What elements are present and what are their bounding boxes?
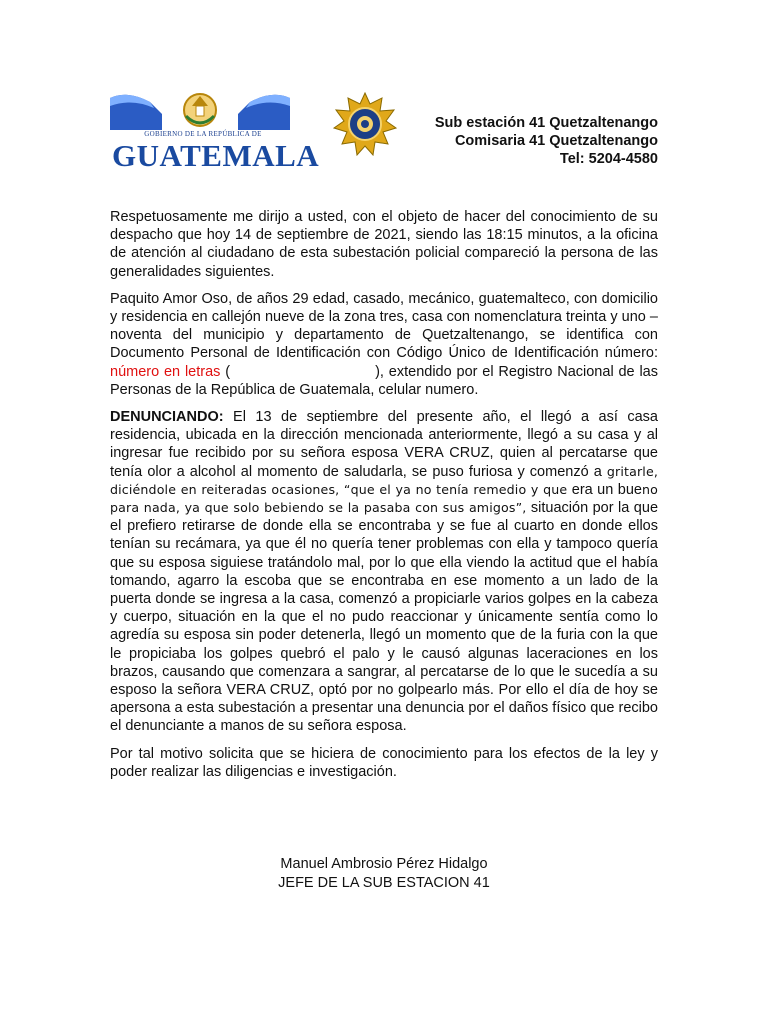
station-name: Sub estación 41 Quetzaltenango (434, 115, 658, 131)
id-number-placeholder: número en letras (110, 363, 221, 380)
identification-text-end: ( ), extendido por el Registro Nacional de las Personas de la República de Guatemala, celular numero. (110, 363, 663, 398)
paragraph-complaint (110, 408, 658, 736)
police-badge (333, 92, 397, 156)
station-phone: Tel: 5204-4580 (559, 151, 658, 167)
letterhead (0, 0, 768, 200)
complaint-quote-1: gritarle, diciéndole en reiteradas ocasiones, “que el ya no tenía remedio y que (110, 463, 658, 497)
police-badge-icon (333, 92, 397, 156)
logo-guatemala-text: GUATEMALA (112, 138, 320, 173)
signer-title: JEFE DE LA SUB ESTACION 41 (278, 874, 490, 891)
station-info (435, 114, 658, 168)
paragraph-identification (110, 290, 663, 399)
complaint-quote-2: no para nada, ya que solo bebiendo se la pasaba con sus amigos”, (110, 481, 658, 516)
station-commissariat: Comisaria 41 Quetzaltenango (454, 133, 658, 149)
logo-gobierno-text: GOBIERNO DE LA REPÚBLICA DE (144, 130, 262, 138)
complaint-text-b: era un bue (567, 481, 642, 498)
paragraph-intro: Respetuosamente me dirijo a usted, con el objeto de hacer del conocimiento de su despacho que hoy 14 de septiembre de 2021, siendo las 18:15 minutos, a la oficina de atención al ciudadano de esta subestación policial compareció la persona de las generalidades siguientes. (110, 209, 658, 280)
paragraph-request: Por tal motivo solicita que se hiciera de conocimiento para los efectos de la ley y poder realizar las diligencias e investigación. (110, 745, 658, 780)
letter-body (110, 208, 663, 790)
signature-block (110, 855, 658, 892)
complaint-text-a: El 13 de septiembre del presente año, el llegó a así casa residencia, ubicada en la dirección mencionada anteriormente, llegó a su casa y al ingresar fue recibido por su señora esposa VERA CRUZ, quien al percatarse que tenía olor a alcohol al momento de saludarla, se puso furiosa y comenzó a (110, 409, 658, 480)
guatemala-government-logo (106, 86, 320, 173)
complaint-text-c: situación por la que el prefiero retirarse de donde ella se encontraba y se fue al cuarto en donde ellos tenían su recámara, ya que él no quería tener problemas con ella y tampoco quería que su esposa siguiese tratándolo mal, por lo que ella viendo la actitud que el había tomando, agarro la escoba que se encontraba en ese momento a un lado de la puerta donde se ingresa a la casa, comenzó a propiciarle varios golpes en la cabeza y cuerpo, situación en la que el no pudo reaccionar y únicamente sentía como lo agredía su esposa sin poder detenerla, llegó un momento que de la furia con la que le propiciaba los golpes quebró el palo y le causó algunas laceraciones en los brazos, causando que comenzara a sangrar, al percatarse de lo que le sucedía a su esposo la señora VERA CRUZ, optó por no golpearlo más. Por ello el día de hoy se apersona a esta subestación a presentar una denuncia por el daños físico que recibo el denunciante a manos de su señora esposa. (110, 500, 659, 735)
signer-name: Manuel Ambrosio Pérez Hidalgo (280, 856, 488, 872)
complaint-label: DENUNCIANDO: (110, 409, 224, 426)
identification-text: Paquito Amor Oso, de años 29 edad, casado, mecánico, guatemalteco, con domicilio y residencia en callejón nueve de la zona tres, casa con nomenclatura treinta y uno – noventa del municipio y departamento de Quetzaltenango, se identifica con Documento Personal de Identificación con Código Único de Identificación número: (110, 290, 658, 362)
